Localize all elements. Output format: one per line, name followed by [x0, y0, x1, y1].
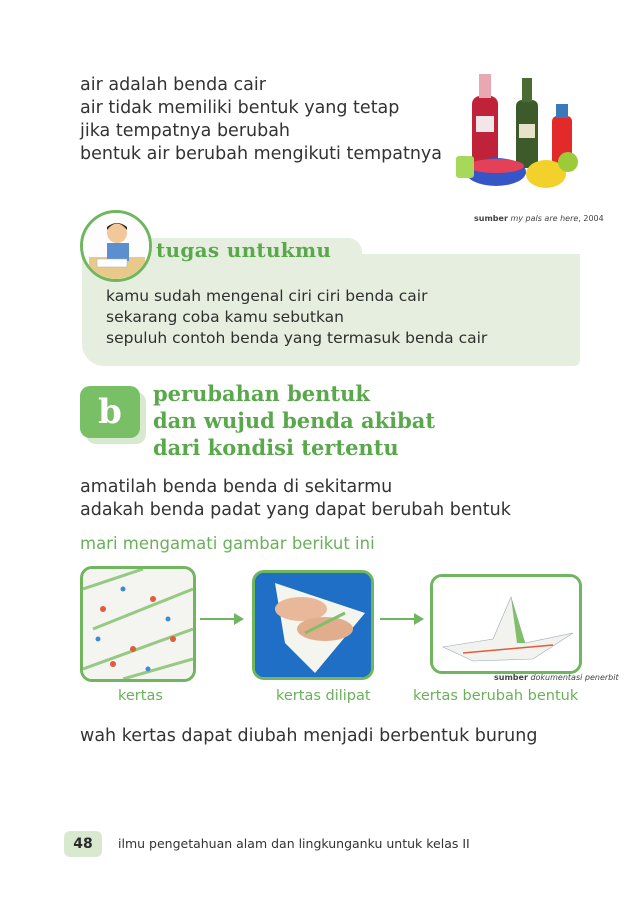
- arrow-right-icon: [200, 618, 242, 620]
- paper-photo: [80, 566, 196, 682]
- figures-source: [494, 673, 619, 682]
- paper-pattern-image: [83, 569, 193, 679]
- caption-paper: kertas: [118, 688, 163, 704]
- task-instructions: [106, 286, 487, 349]
- section-paragraph-line: adakah benda padat yang dapat berubah bentuk: [80, 500, 511, 520]
- source-label: sumber: [494, 673, 528, 682]
- task-line: sekarang coba kamu sebutkan: [106, 308, 344, 326]
- liquid-containers-illustration: [448, 60, 588, 200]
- page-number: 48: [64, 831, 102, 857]
- task-line: sepuluh contoh benda yang termasuk benda cair: [106, 329, 488, 347]
- paper-bird-photo: [430, 574, 582, 674]
- intro-line: bentuk air berubah mengikuti tempatnya: [80, 144, 442, 164]
- intro-image-source: [474, 214, 604, 223]
- intro-line: air tidak memiliki bentuk yang tetap: [80, 98, 400, 118]
- student-avatar: [80, 210, 152, 282]
- student-writing-icon: [83, 213, 149, 279]
- arrow-right-icon: [380, 618, 422, 620]
- section-letter: b: [98, 392, 122, 432]
- source-text: my pals are here: [510, 214, 579, 223]
- source-text: dokumentasi penerbit: [530, 673, 619, 682]
- book-title-footer: ilmu pengetahuan alam dan lingkunganku untuk kelas II: [118, 836, 470, 851]
- intro-paragraph: [80, 74, 442, 166]
- paper-bird-image: [433, 577, 579, 671]
- source-label: sumber: [474, 214, 508, 223]
- caption-changed-shape: kertas berubah bentuk: [413, 688, 579, 704]
- caption-folded-paper: kertas dilipat: [276, 688, 371, 704]
- source-year: , 2004: [578, 214, 604, 223]
- hands-folding-paper-image: [255, 573, 371, 677]
- intro-line: air adalah benda cair: [80, 75, 266, 95]
- task-line: kamu sudah mengenal ciri ciri benda cair: [106, 287, 428, 305]
- section-paragraph: [80, 476, 511, 522]
- folded-paper-photo: [252, 570, 374, 680]
- section-title: [153, 380, 435, 461]
- task-title: tugas untukmu: [156, 238, 332, 262]
- section-title-line: dari kondisi tertentu: [153, 435, 399, 460]
- intro-line: jika tempatnya berubah: [80, 121, 291, 141]
- section-paragraph-line: amatilah benda benda di sekitarmu: [80, 477, 393, 497]
- observe-instruction: mari mengamati gambar berikut ini: [80, 534, 375, 553]
- section-title-line: perubahan bentuk: [153, 381, 370, 406]
- section-title-line: dan wujud benda akibat: [153, 408, 436, 433]
- conclusion-text: wah kertas dapat diubah menjadi berbentuk burung: [80, 726, 538, 746]
